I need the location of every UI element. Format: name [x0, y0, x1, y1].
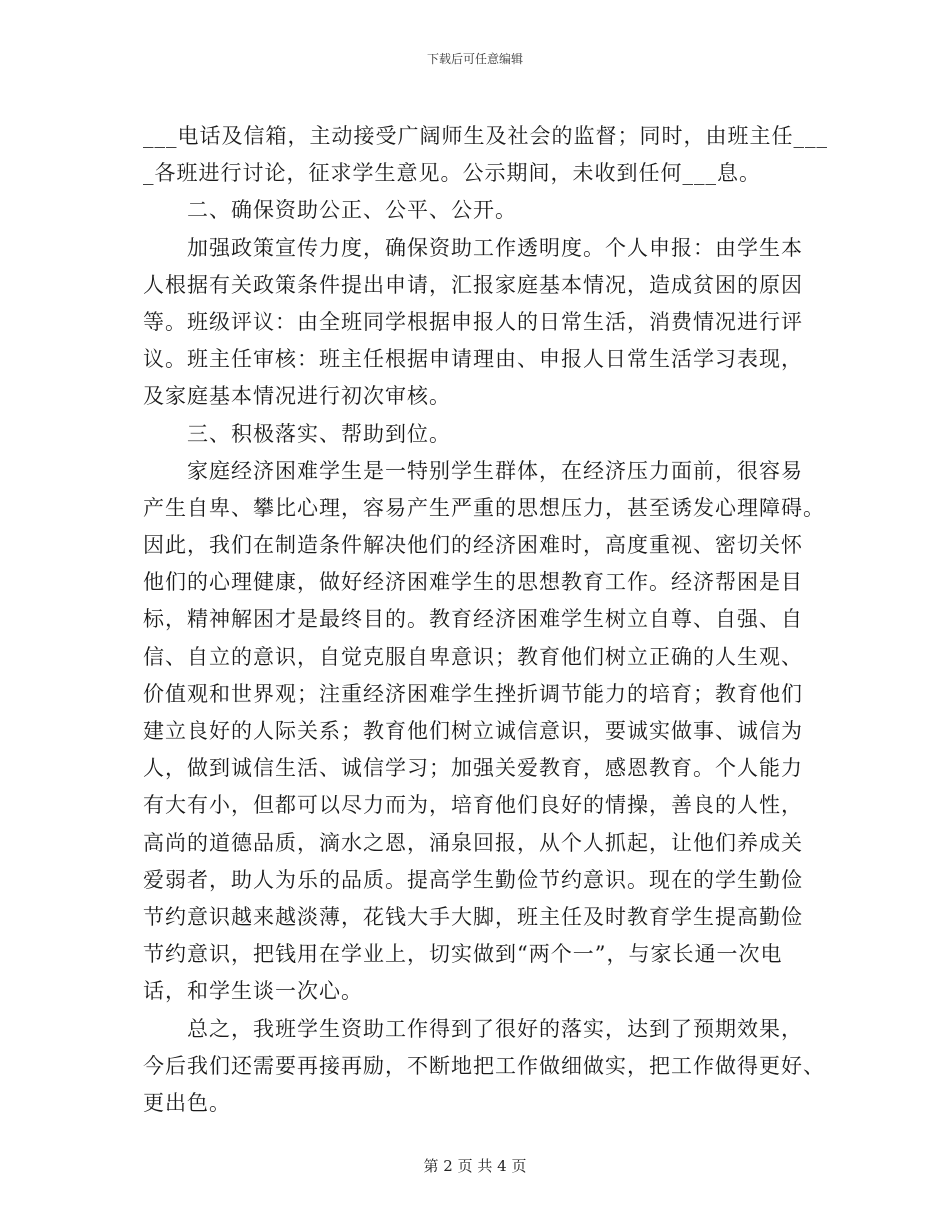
- section-heading: 二、确保资助公正、公平、公开。: [143, 198, 517, 223]
- text-line: 议。班主任审核：班主任根据申请理由、申报人日常生活学习表现，: [143, 347, 803, 372]
- text-line: _各班进行讨论，征求学生意见。公示期间，未收到任何___息。: [143, 161, 761, 186]
- text-line: 产生自卑、攀比心理，容易产生严重的思想压力，甚至诱发心理障碍。: [143, 495, 825, 520]
- text-line: ___电话及信箱，主动接受广阔师生及社会的监督；同时，由班主任___: [143, 124, 828, 148]
- text-line: 建立良好的人际关系；教育他们树立诚信意识，要诚实做事、诚信为: [143, 719, 803, 743]
- text-line: 节约意识，把钱用在学业上，切实做到“两个一”，与家长通一次电: [143, 942, 783, 967]
- text-line: 因此，我们在制造条件解决他们的经济困难时，高度重视、密切关怀: [143, 533, 803, 558]
- text-line: 信、自立的意识，自觉克服自卑意识；教育他们树立正确的人生观、: [143, 644, 803, 669]
- text-line: 今后我们还需要再接再励，不断地把工作做细做实，把工作做得更好、: [143, 1053, 825, 1078]
- text-line: 加强政策宣传力度，确保资助工作透明度。个人申报：由学生本: [143, 235, 803, 260]
- text-line: 话，和学生谈一次心。: [143, 979, 363, 1004]
- page-header: 下载后可任意编辑: [426, 52, 523, 66]
- section-heading: 三、积极落实、帮助到位。: [143, 421, 451, 446]
- text-line: 节约意识越来越淡薄，花钱大手大脚，班主任及时教育学生提高勤俭: [143, 904, 803, 929]
- page-number: 第 2 页 共 4 页: [423, 1157, 527, 1175]
- text-line: 标，精神解困才是最终目的。教育经济困难学生树立自尊、自强、自: [143, 607, 803, 632]
- text-line: 人，做到诚信生活、诚信学习；加强关爱教育，感恩教育。个人能力: [143, 756, 803, 781]
- text-line: 有大有小，但都可以尽力而为，培育他们良好的情操，善良的人性，: [143, 793, 803, 818]
- text-line: 人根据有关政策条件提出申请，汇报家庭基本情况，造成贫困的原因: [143, 272, 803, 297]
- text-line: 家庭经济困难学生是一特别学生群体，在经济压力面前，很容易: [143, 458, 803, 483]
- text-line: 更出色。: [143, 1090, 231, 1115]
- text-line: 总之，我班学生资助工作得到了很好的落实，达到了预期效果，: [143, 1016, 803, 1041]
- document-body: [143, 118, 828, 1122]
- text-line: 他们的心理健康，做好经济困难学生的思想教育工作。经济帮困是目: [143, 570, 803, 595]
- text-line: 及家庭基本情况进行初次审核。: [143, 384, 451, 409]
- text-line: 高尚的道德品质，滴水之恩，涌泉回报，从个人抓起，让他们养成关: [143, 830, 803, 855]
- text-line: 价值观和世界观；注重经济困难学生挫折调节能力的培育；教育他们: [143, 681, 803, 706]
- text-line: 等。班级评议：由全班同学根据申报人的日常生活，消费情况进行评: [143, 309, 803, 334]
- text-line: 爱弱者，助人为乐的品质。提高学生勤俭节约意识。现在的学生勤俭: [143, 867, 803, 892]
